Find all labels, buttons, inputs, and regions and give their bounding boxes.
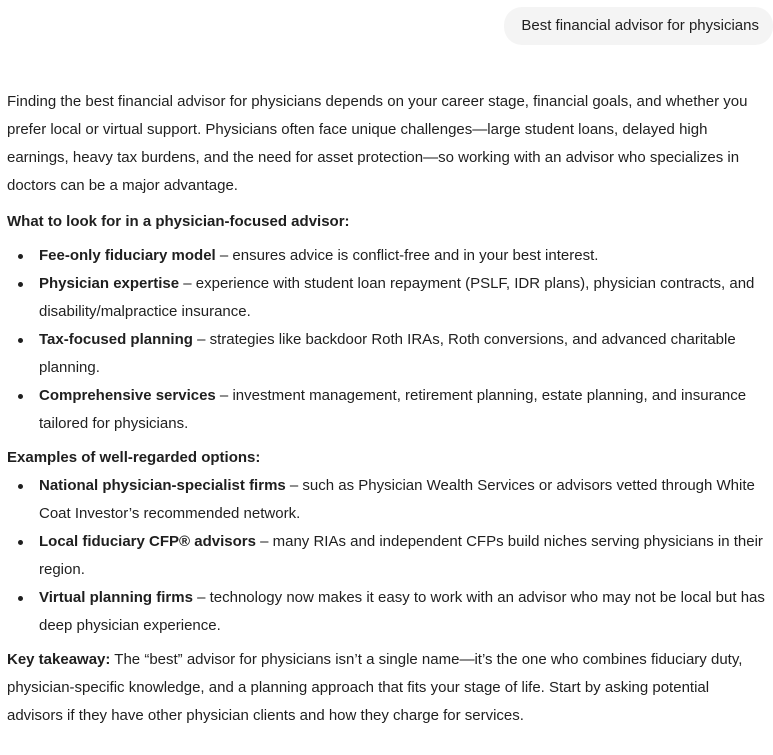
bullet-dot — [18, 254, 23, 259]
section-heading-examples: Examples of well-regarded options: — [7, 449, 261, 466]
user-message-row — [0, 7, 773, 45]
bullet-dot — [18, 540, 23, 545]
list-item-description: – technology now makes it easy to work with an advisor who may not be local but has deep physician experience. — [39, 589, 765, 634]
list-item-description: – ensures advice is conflict-free and in your best interest. — [215, 247, 599, 264]
list-item-term: National physician-specialist firms — [39, 477, 286, 494]
list-item-term: Physician expertise — [39, 275, 180, 292]
list-item — [7, 528, 769, 584]
list-item-description: – strategies like backdoor Roth IRAs, Roth conversions, and advanced charitable planning. — [39, 331, 736, 376]
list-item — [7, 326, 769, 382]
list-item-term: Local fiduciary CFP® advisors — [39, 533, 256, 550]
list-item — [7, 242, 769, 270]
assistant-response — [7, 88, 769, 738]
list-item-description: – experience with student loan repayment (PSLF, IDR plans), physician contracts, and disability/malpractice insurance. — [39, 275, 755, 320]
list-item — [7, 584, 769, 640]
bullet-dot — [18, 484, 23, 489]
bullet-dot — [18, 596, 23, 601]
list-item — [7, 270, 769, 326]
key-takeaway-paragraph — [7, 646, 769, 730]
list-item-description: – such as Physician Wealth Services or advisors vetted through White Coat Investor’s recommended network. — [39, 477, 755, 522]
list-item-term: Virtual planning firms — [39, 589, 193, 606]
list-item — [7, 382, 769, 438]
list-item-description: – investment management, retirement planning, estate planning, and insurance tailored for physicians. — [39, 387, 747, 432]
list-item-term: Fee-only fiduciary model — [39, 247, 216, 264]
examples-list — [7, 472, 769, 640]
section-heading-look-for: What to look for in a physician-focused advisor: — [7, 213, 350, 230]
key-takeaway-text: The “best” advisor for physicians isn’t a single name—it’s the one who combines fiduciary duty, physician-specific knowledge, and a planning approach that fits your stage of life. Start by asking potential advisors if they have other physician clients and how they charge for services. — [7, 651, 743, 724]
list-item — [7, 472, 769, 528]
bullet-dot — [18, 338, 23, 343]
list-item-description: – many RIAs and independent CFPs build niches serving physicians in their region. — [39, 533, 763, 578]
list-item-term: Tax-focused planning — [39, 331, 193, 348]
look-for-list — [7, 242, 769, 438]
intro-paragraph: Finding the best financial advisor for physicians depends on your career stage, financial goals, and whether you prefer local or virtual support. Physicians often face unique challenges—large student loans, delayed high earnings, heavy tax burdens, and the need for asset protection—so working with an advisor who specializes in doctors can be a major advantage. — [7, 93, 748, 194]
bullet-dot — [18, 282, 23, 287]
key-takeaway-label: Key takeaway: — [7, 651, 111, 668]
bullet-dot — [18, 394, 23, 399]
list-item-term: Comprehensive services — [39, 387, 216, 404]
user-message-bubble: Best financial advisor for physicians — [504, 7, 773, 45]
